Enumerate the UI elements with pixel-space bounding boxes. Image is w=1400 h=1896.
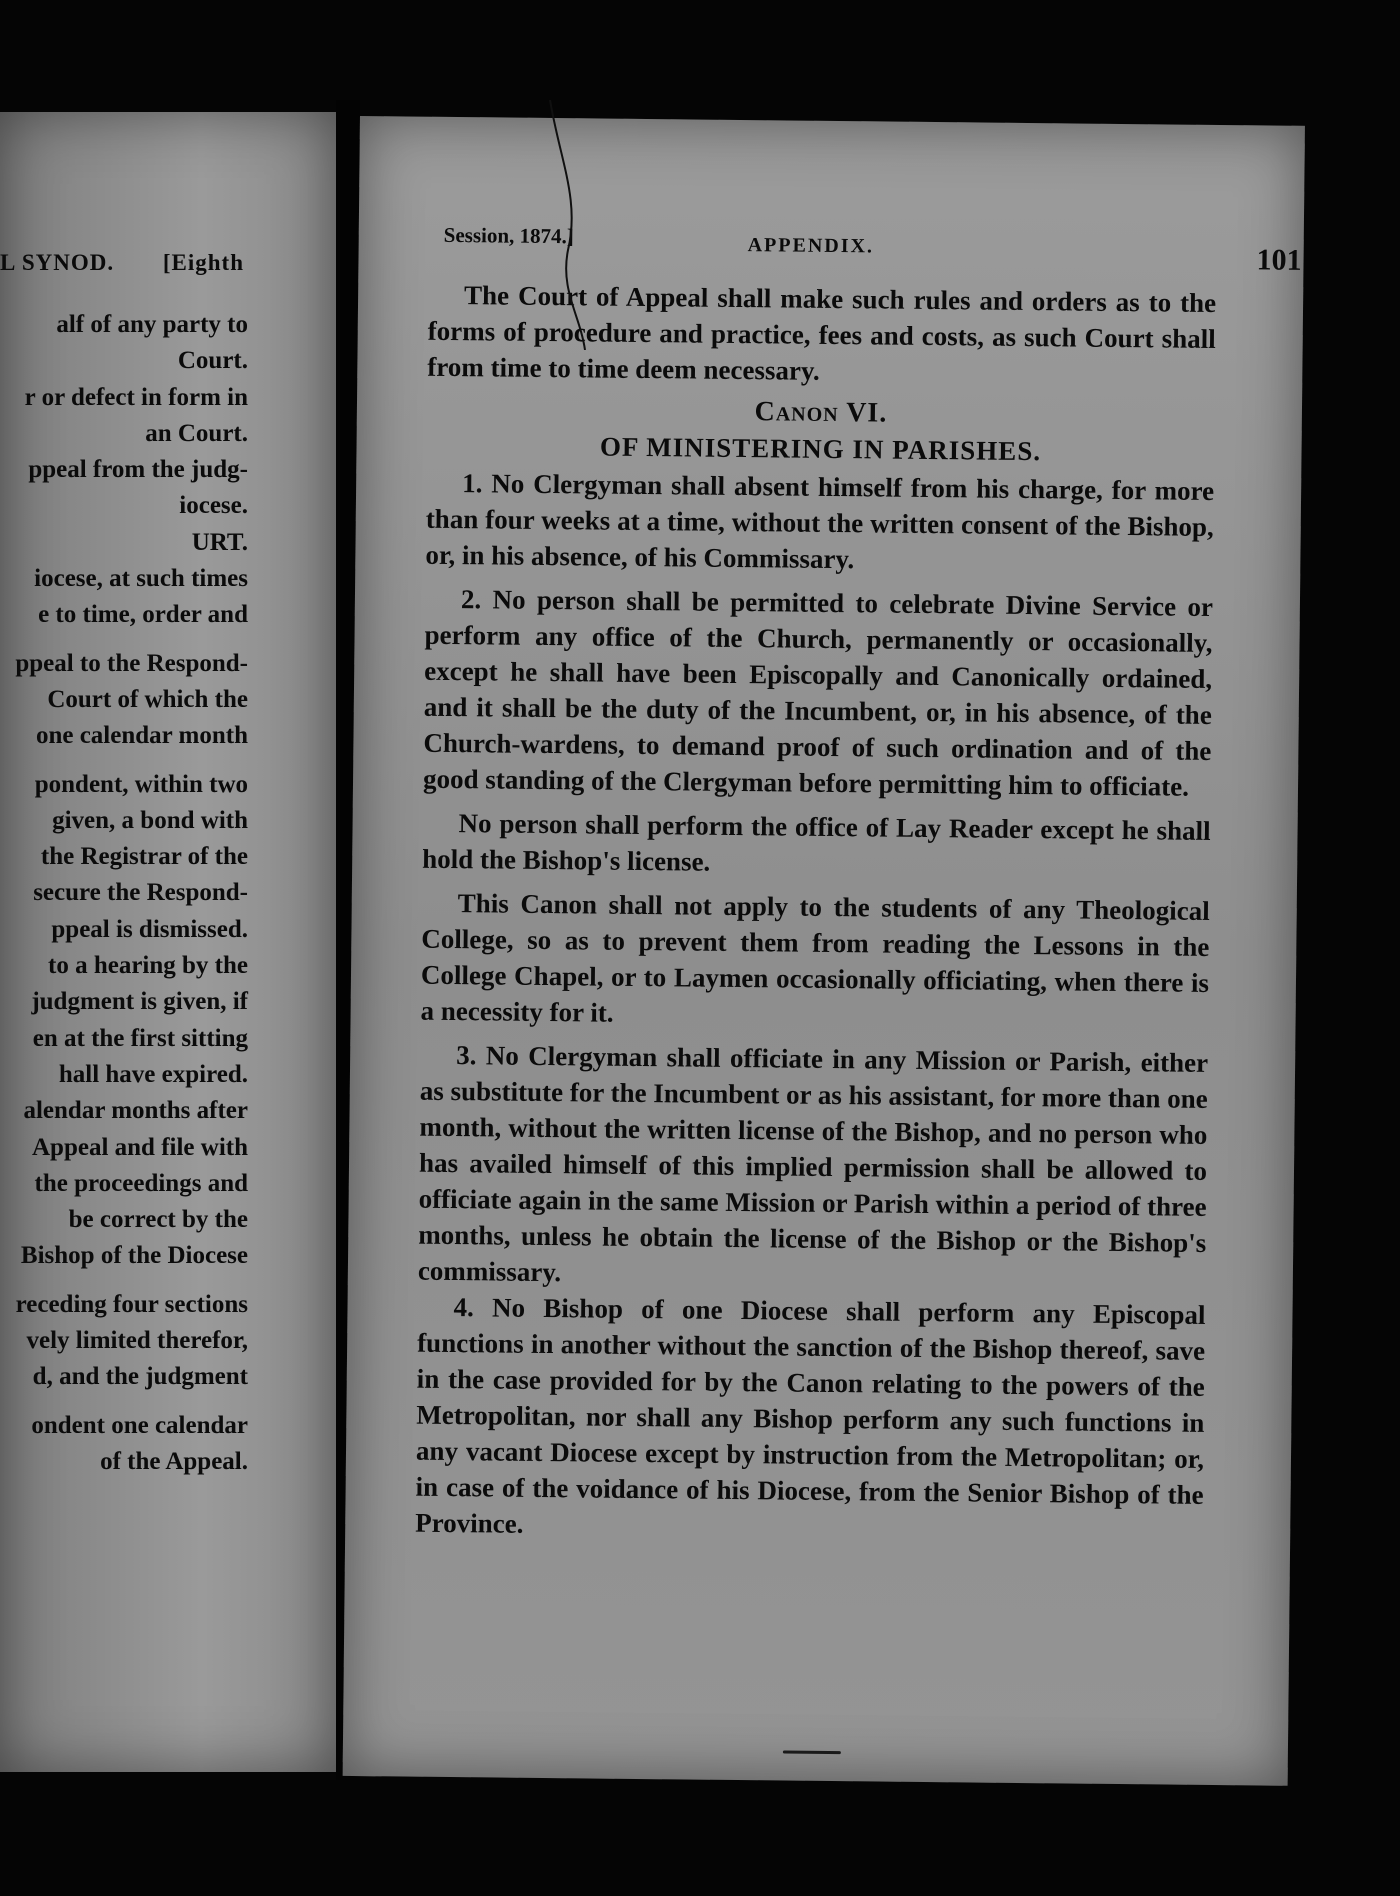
left-page-line: alf of any party to xyxy=(56,311,248,338)
left-page-line: hall have expired. xyxy=(58,1060,248,1088)
paragraph-1: 1. No Clergyman shall absent himself from his charge, for more than four weeks at a time, without the written consent of the Bishop, or, in his absence, of his Commissary. xyxy=(425,468,1215,575)
left-page-line: iocese. xyxy=(179,492,248,520)
left-page-line: an Court. xyxy=(145,419,248,447)
left-page-line: one calendar month xyxy=(35,722,248,750)
left-page-text xyxy=(0,307,336,1480)
left-page-line: Appeal and file with xyxy=(31,1133,248,1161)
left-page-line: pondent, within two xyxy=(34,770,248,798)
left-page-line: d, and the judgment xyxy=(32,1363,248,1391)
left-page-gap xyxy=(0,634,336,646)
left-header-title: L SYNOD. xyxy=(0,250,115,275)
left-page-line: r or defect in form in xyxy=(24,383,248,411)
left-page-line: vely limited therefor, xyxy=(26,1327,248,1355)
left-page-line: e to time, order and xyxy=(38,601,248,629)
paragraph-lay-reader: No person shall perform the office of Lay Reader except he shall hold the Bishop's license. xyxy=(422,808,1211,877)
left-page-line: en at the first sitting xyxy=(32,1024,248,1052)
left-page-line: the Registrar of the xyxy=(40,843,248,871)
left-page-line: Court. xyxy=(177,347,248,375)
page-end-mark xyxy=(783,1751,841,1755)
pen-mark-icon xyxy=(540,100,600,350)
running-head-title: APPENDIX. xyxy=(747,234,875,258)
page-number: 101 xyxy=(1256,243,1302,277)
left-page-line: iocese, at such times xyxy=(34,565,248,593)
intro-paragraph: The Court of Appeal shall make such rules and orders as to the forms of procedure and practice, fees and costs, as such Court shall from time to time deem necessary. xyxy=(427,280,1217,386)
page-body xyxy=(415,277,1216,1549)
left-page-gap xyxy=(0,1396,336,1408)
canon-title: OF MINISTERING IN PARISHES. xyxy=(599,431,1042,467)
left-page-line: ppeal is dismissed. xyxy=(51,915,248,943)
left-page-line: Bishop of the Diocese xyxy=(20,1242,248,1270)
left-page-line: ppeal to the Respond- xyxy=(15,649,248,677)
left-page-gap xyxy=(0,1275,336,1287)
paragraph-3: 3. No Clergyman shall officiate in any Mission or Parish, either as substitute for the Incumbent or as his assistant, for more than one month, without the written license of the Bishop, and no person who has availed himself of this implied permission shall be allowed to officiate again in the same Mission or Parish within a period of three months, unless he obtain the license of the Bishop or the Bishop's commissary. xyxy=(417,1040,1209,1288)
left-page-line: of the Appeal. xyxy=(100,1447,248,1475)
canon-number: Canon VI. xyxy=(754,396,888,429)
left-page-line: alendar months after xyxy=(23,1097,248,1125)
session-label: Session, 1874.] xyxy=(443,222,574,249)
left-page-line: given, a bond with xyxy=(52,806,248,834)
left-page-line: to a hearing by the xyxy=(48,952,248,980)
left-page-line: ppeal from the judg- xyxy=(28,456,248,484)
left-page-line: receding four sections xyxy=(15,1290,248,1318)
left-page-line: ondent one calendar xyxy=(31,1411,248,1439)
paragraph-2: 2. No person shall be permitted to celebrate Divine Service or perform any office of the Church, permanently or occasionally, except he shall have been Episcopally and Canonically ordained, and it shall be the duty of the Incumbent, or, in his absence, of the Church-wardens, to demand proof of such ordination and of the good standing of the Clergyman before permitting him to officiate. xyxy=(422,584,1214,802)
left-page xyxy=(0,112,336,1772)
left-page-line: the proceedings and xyxy=(34,1169,248,1197)
left-page-line: judgment is given, if xyxy=(31,988,248,1016)
left-page-gap xyxy=(0,755,336,767)
paragraph-4: 4. No Bishop of one Diocese shall perform any Episcopal functions in another without the sanction of the Bishop thereof, save in the case provided for by the Canon relating to the powers of the Metropolitan, nor shall any Bishop perform any such functions in any vacant Diocese except by instruction from the Metropolitan; or, in case of the voidance of his Diocese, from the Senior Bishop of the Province. xyxy=(415,1292,1206,1539)
left-page-line: be correct by the xyxy=(68,1206,248,1234)
left-page-line: URT. xyxy=(191,528,248,556)
left-page-line: secure the Respond- xyxy=(33,879,248,907)
left-page-line: Court of which the xyxy=(47,685,248,713)
right-page xyxy=(343,116,1305,1786)
paragraph-theological-college: This Canon shall not apply to the students of any Theological College, so as to prevent them from reading the Lessons in the College Chapel, or to Laymen occasionally officiating, when there is a necessity for it. xyxy=(420,888,1210,1028)
left-header-session: [Eighth xyxy=(162,250,244,275)
